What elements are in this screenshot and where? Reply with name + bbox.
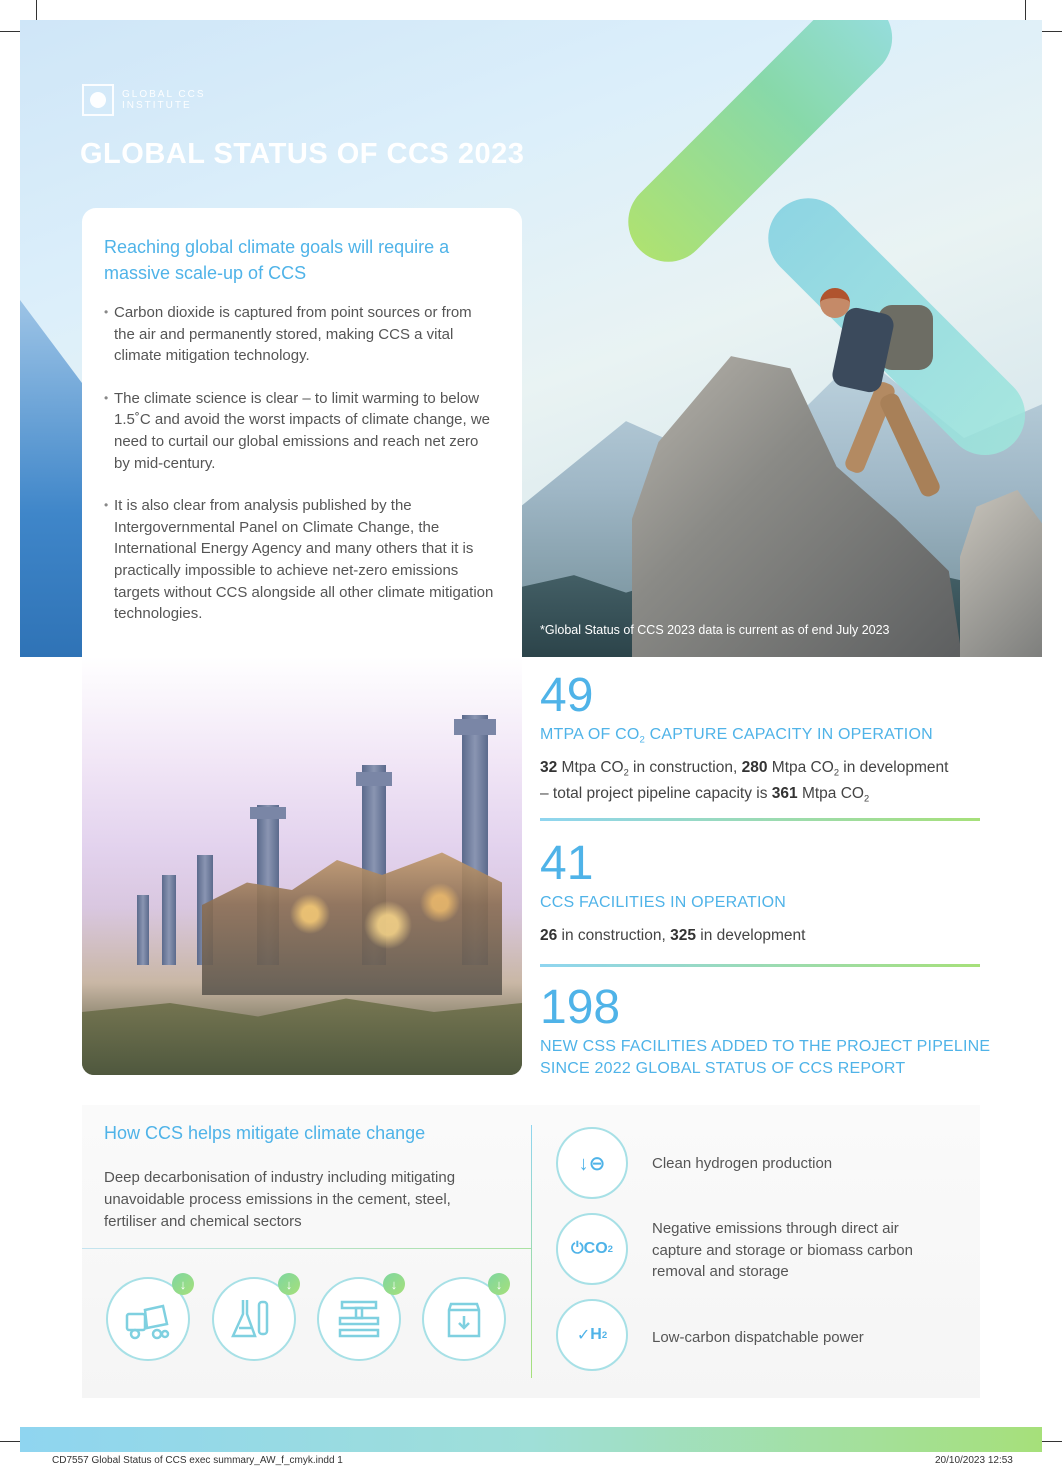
- down-arrow-icon: ↓: [278, 1273, 300, 1295]
- check-icon: ✓: [576, 1327, 591, 1344]
- stat-number: 41: [540, 837, 594, 890]
- refinery-photo: [82, 657, 522, 1075]
- footnote: *Global Status of CCS 2023 data is current as of end July 2023: [540, 623, 890, 637]
- divider: [531, 1125, 532, 1378]
- list-item: • It is also clear from analysis published by the Intergovernmental Panel on Climate Change, the International Energy Agency and many others that it is practically impossible to achieve net-zero emissions targets without CCS alongside all other climate mitigation technologies.: [104, 495, 494, 625]
- intro-bullets: [104, 302, 494, 646]
- intro-heading: Reaching global climate goals will require a massive scale-up of CCS: [104, 237, 450, 283]
- smokestack: [454, 719, 496, 735]
- crop-mark: [0, 1441, 20, 1442]
- crop-mark: [1042, 31, 1062, 32]
- crop-mark: [1025, 0, 1026, 20]
- mitigate-panel: [82, 1105, 980, 1398]
- print-slug: CD7557 Global Status of CCS exec summary_AW_f_cmyk.indd 1: [52, 1455, 343, 1466]
- stat-detail: 26 in construction, 325 in development: [540, 927, 806, 944]
- divider: [540, 964, 980, 967]
- steel-beam-icon: [317, 1277, 401, 1361]
- smokestack: [250, 807, 286, 819]
- plant-lights: [232, 870, 492, 980]
- stat-detail: 32 Mtpa $CO_2$ in construction, 280 Mtpa $CO_2$ in development – total project pipeline capacity is 361 Mtpa $CO_2$: [540, 759, 949, 804]
- fertiliser-bag-icon: [422, 1277, 506, 1361]
- arrow-down-icon: ↓⊖: [578, 1152, 606, 1175]
- chemical-flask-icon: [212, 1277, 296, 1361]
- footer-bar: [20, 1427, 1042, 1452]
- benefit-text: Clean hydrogen production: [652, 1155, 833, 1172]
- section-text: Deep decarbonisation of industry including mitigating unavoidable process emissions in the cement, steel, fertiliser and chemical sectors: [104, 1169, 456, 1230]
- down-arrow-icon: ↓: [383, 1273, 405, 1295]
- stat-label: NEW CSS FACILITIES ADDED TO THE PROJECT PIPELINE SINCE 2022 GLOBAL STATUS OF CCS REPORT: [540, 1038, 991, 1077]
- benefit-text: Low-carbon dispatchable power: [652, 1329, 864, 1346]
- stat-label: MTPA OF $CO_2$ CAPTURE CAPACITY IN OPERATION: [540, 726, 933, 746]
- power-icon: ⏻: [571, 1240, 584, 1257]
- print-timestamp: 20/10/2023 12:53: [935, 1455, 1013, 1466]
- benefit-text: Negative emissions through direct air capture and storage or biomass carbon removal and storage: [652, 1220, 913, 1280]
- crop-mark: [0, 31, 20, 32]
- cement-truck-icon: [106, 1277, 190, 1361]
- list-item: • The climate science is clear – to limit warming to below 1.5˚C and avoid the worst impacts of climate change, we need to curtail our global emissions and reach net zero by mid-century.: [104, 388, 494, 474]
- crop-mark: [36, 0, 37, 20]
- h2-check-icon: ✓ H 2: [556, 1299, 628, 1371]
- intro-card: [82, 208, 522, 675]
- logo-line: GLOBAL CCS: [122, 89, 206, 100]
- stat-number: 198: [540, 981, 621, 1034]
- list-item: • Carbon dioxide is captured from point sources or from the air and permanently stored, making CCS a vital climate mitigation technology.: [104, 302, 494, 367]
- down-arrow-icon: ↓: [172, 1273, 194, 1295]
- divider: [540, 818, 980, 821]
- hiker: [820, 288, 850, 318]
- hydrogen-arrow-icon: [556, 1127, 628, 1199]
- divider: [82, 1248, 532, 1249]
- smokestack: [356, 772, 392, 786]
- logo: [82, 84, 206, 116]
- crop-mark: [1042, 1441, 1062, 1442]
- logo-text: [122, 89, 206, 111]
- logo-line: INSTITUTE: [122, 100, 192, 111]
- logo-mark-icon: [82, 84, 114, 116]
- co2-power-icon: ⏻ CO 2: [556, 1213, 628, 1285]
- smokestack: [162, 875, 176, 965]
- down-arrow-icon: ↓: [488, 1273, 510, 1295]
- stat-label: CCS FACILITIES IN OPERATION: [540, 894, 787, 911]
- section-title: How CCS helps mitigate climate change: [104, 1123, 426, 1143]
- grass: [82, 985, 522, 1075]
- stat-number: 49: [540, 669, 594, 722]
- smokestack: [137, 895, 149, 965]
- page-title: GLOBAL STATUS OF CCS 2023: [80, 138, 525, 170]
